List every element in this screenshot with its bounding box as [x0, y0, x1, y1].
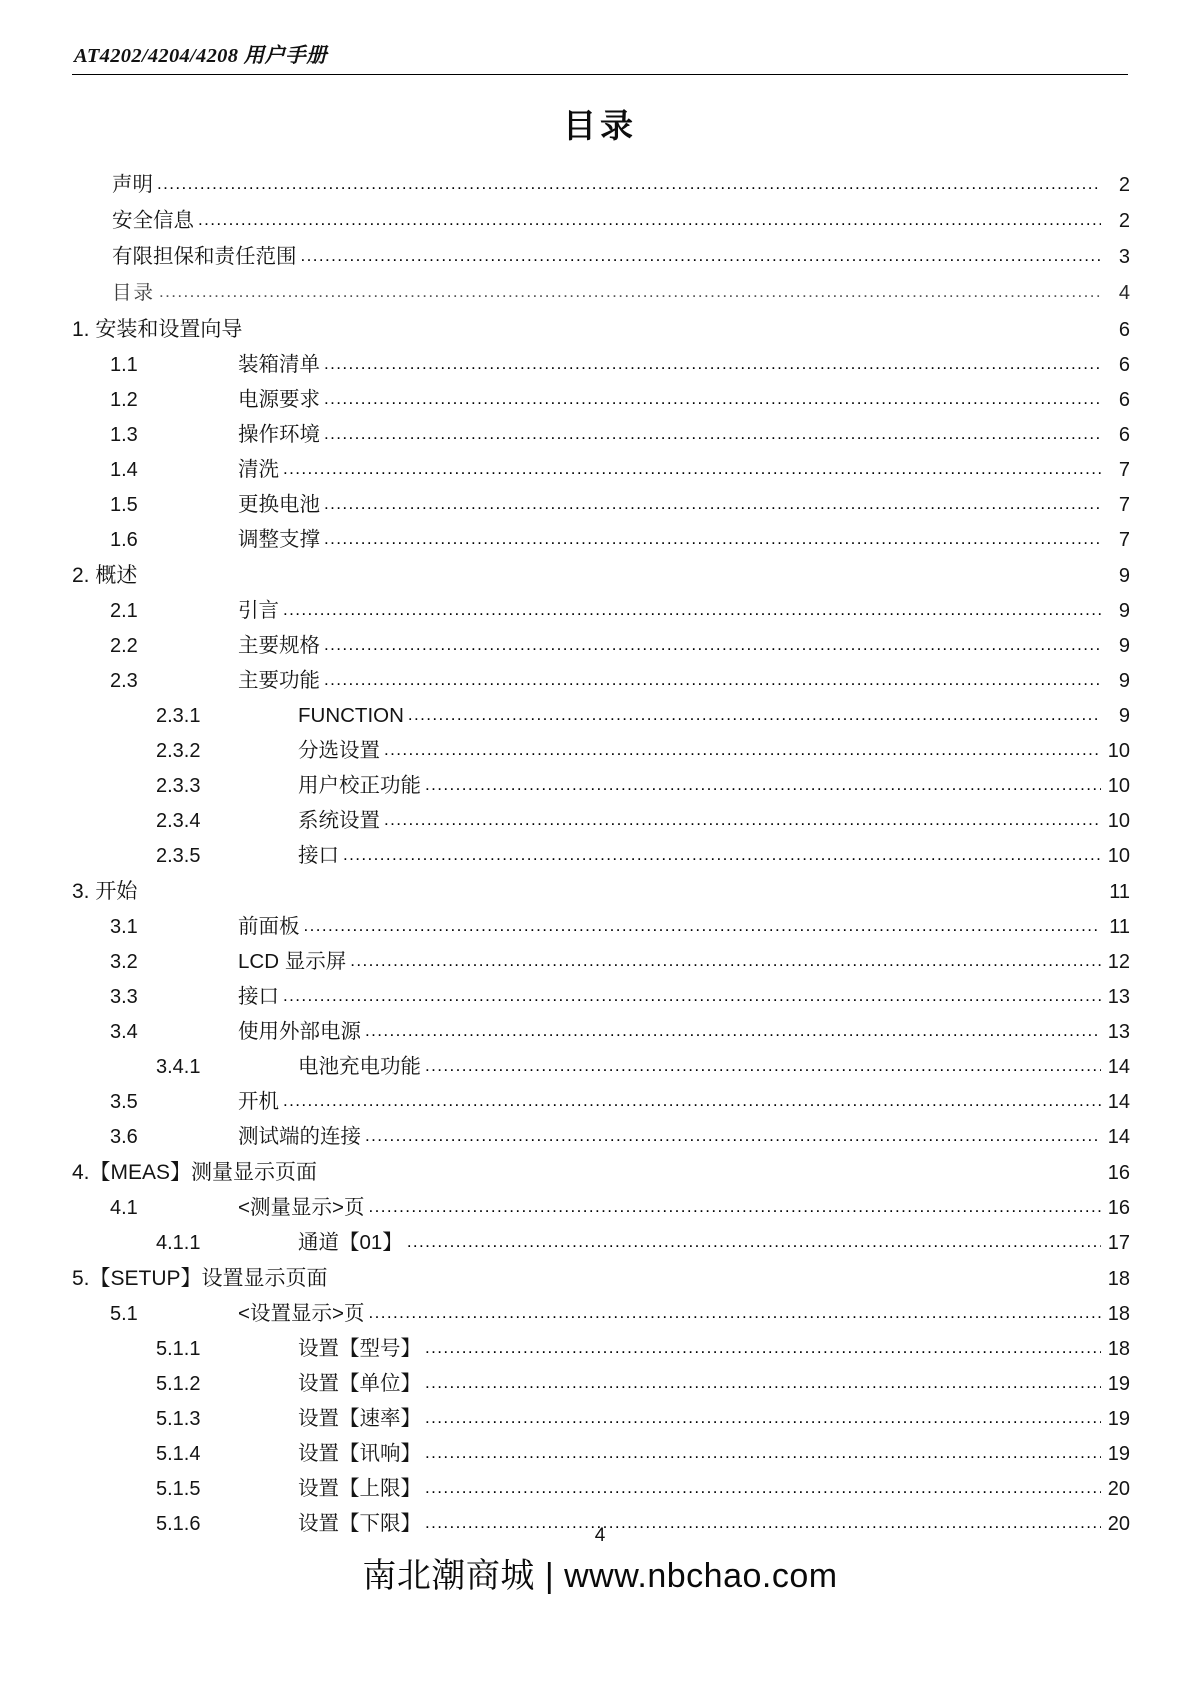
toc-leader-dots	[324, 390, 1101, 407]
toc-entry-label: 有限担保和责任范围	[112, 245, 297, 268]
toc-leader-dots	[283, 1092, 1101, 1109]
toc-subsection-row[interactable]	[70, 1409, 1130, 1444]
toc-entry-label: 更换电池	[238, 493, 320, 516]
toc-entry-number: 1.6	[110, 529, 138, 551]
toc-subsection-row[interactable]	[70, 1233, 1130, 1268]
toc-front-matter-row[interactable]	[70, 211, 1130, 247]
toc-leader-dots	[425, 1409, 1101, 1426]
toc-leader-dots	[407, 1233, 1101, 1250]
toc-chapter-row[interactable]	[70, 319, 1130, 355]
toc-leader-dots	[350, 952, 1101, 969]
toc-entry-number: 1.1	[110, 354, 138, 376]
toc-entry-number: 3.3	[110, 986, 138, 1008]
toc-entry-label: 接口	[238, 985, 279, 1008]
toc-entry-label: 设置【上限】	[298, 1477, 421, 1500]
toc-section-row[interactable]	[70, 601, 1130, 636]
toc-entry-number: 2.2	[110, 635, 138, 657]
toc-page-number: 10	[1107, 810, 1130, 832]
running-header-title: AT4202/4204/4208 用户手册	[74, 45, 327, 67]
toc-section-row[interactable]	[70, 671, 1130, 706]
toc-entry-label: 声明	[112, 173, 153, 196]
toc-chapter-row[interactable]	[70, 1268, 1130, 1304]
toc-entry-number: 2.3	[110, 670, 138, 692]
toc-section-row[interactable]	[70, 425, 1130, 460]
toc-entry-label: 安全信息	[112, 209, 194, 232]
toc-entry-label: 电池充电功能	[298, 1055, 421, 1078]
toc-page-number: 6	[1118, 354, 1130, 376]
toc-leader-dots	[384, 811, 1101, 828]
toc-entry-label: 前面板	[238, 915, 300, 938]
toc-page-number: 10	[1107, 845, 1130, 867]
footer-page-number: 4	[594, 1525, 606, 1546]
toc-subsection-row[interactable]	[70, 706, 1130, 741]
toc-leader-dots	[368, 1304, 1101, 1321]
toc-leader-dots	[324, 495, 1101, 512]
toc-section-row[interactable]	[70, 987, 1130, 1022]
toc-section-row[interactable]	[70, 917, 1130, 952]
toc-entry-number: 5.1.1	[156, 1338, 201, 1360]
toc-entry-label: 主要功能	[238, 669, 320, 692]
toc-entry-label: LCD 显示屏	[238, 950, 347, 973]
toc-entry-label: <设置显示>页	[238, 1302, 365, 1325]
toc-entry-label: 4.【MEAS】测量显示页面	[72, 1161, 318, 1184]
toc-entry-label: 目录	[112, 283, 156, 304]
toc-entry-label: 设置【型号】	[298, 1337, 421, 1360]
toc-page-number: 9	[1118, 670, 1130, 692]
toc-entry-label: 清洗	[238, 458, 279, 481]
toc-entry-number: 2.3.4	[156, 810, 201, 832]
toc-entry-number: 5.1.4	[156, 1443, 201, 1465]
toc-page-number: 12	[1107, 951, 1130, 973]
toc-leader-dots	[425, 1479, 1101, 1496]
toc-section-row[interactable]	[70, 1304, 1130, 1339]
toc-leader-dots	[283, 460, 1101, 477]
toc-entry-label: 分选设置	[298, 739, 380, 762]
toc-entry-number: 1.4	[110, 459, 138, 481]
toc-leader-dots	[365, 1127, 1101, 1144]
toc-entry-number: 3.1	[110, 916, 138, 938]
toc-page-number: 7	[1118, 494, 1130, 516]
toc-leader-dots	[324, 425, 1101, 442]
toc-subsection-row[interactable]	[70, 1444, 1130, 1479]
toc-section-row[interactable]	[70, 495, 1130, 530]
toc-page-number: 19	[1107, 1408, 1130, 1430]
toc-page-number: 18	[1107, 1268, 1130, 1290]
toc-entry-number: 4.1.1	[156, 1232, 201, 1254]
toc-entry-label: 系统设置	[298, 809, 380, 832]
toc-page-number: 7	[1118, 459, 1130, 481]
toc-leader-dots	[159, 283, 1101, 300]
toc-page-number: 9	[1118, 565, 1130, 587]
toc-page-number: 16	[1107, 1197, 1130, 1219]
toc-leader-dots	[425, 1374, 1101, 1391]
toc-leader-dots	[301, 247, 1102, 264]
toc-page-number: 4	[1118, 282, 1130, 304]
toc-entry-label: 使用外部电源	[238, 1020, 361, 1043]
footer-watermark: 南北潮商城 | www.nbchao.com	[362, 1557, 838, 1595]
toc-entry-label: 通道【01】	[298, 1231, 403, 1254]
toc-entry-number: 5.1.3	[156, 1408, 201, 1430]
toc-leader-dots	[425, 1057, 1101, 1074]
toc-section-row[interactable]	[70, 355, 1130, 390]
toc-page-number: 2	[1118, 210, 1130, 232]
toc-entry-label: 调整支撑	[238, 528, 320, 551]
toc-entry-label: 开机	[238, 1090, 279, 1113]
toc-section-row[interactable]	[70, 1127, 1130, 1162]
toc-subsection-row[interactable]	[70, 1479, 1130, 1514]
toc-page-number: 10	[1107, 740, 1130, 762]
toc-subsection-row[interactable]	[70, 741, 1130, 776]
toc-entry-number: 3.4.1	[156, 1056, 201, 1078]
toc-entry-number: 5.1	[110, 1303, 138, 1325]
toc-entry-number: 2.1	[110, 600, 138, 622]
header-divider	[72, 74, 1128, 75]
toc-leader-dots	[324, 355, 1101, 372]
toc-front-matter-row[interactable]	[70, 175, 1130, 211]
toc-page-number: 14	[1107, 1091, 1130, 1113]
toc-entry-label: 测试端的连接	[238, 1125, 361, 1148]
toc-page-number: 18	[1107, 1303, 1130, 1325]
toc-chapter-row[interactable]	[70, 565, 1130, 601]
toc-entry-number: 1.5	[110, 494, 138, 516]
toc-subsection-row[interactable]	[70, 1057, 1130, 1092]
toc-page-number: 9	[1118, 705, 1130, 727]
toc-entry-label: 1. 安装和设置向导	[72, 318, 243, 341]
toc-section-row[interactable]	[70, 1022, 1130, 1057]
toc-entry-label: 操作环境	[238, 423, 320, 446]
toc-entry-label: 电源要求	[238, 388, 320, 411]
toc-leader-dots	[324, 636, 1101, 653]
toc-section-row[interactable]	[70, 636, 1130, 671]
toc-leader-dots	[324, 671, 1101, 688]
toc-entry-label: 3. 开始	[72, 880, 138, 903]
toc-entry-label: 用户校正功能	[298, 774, 421, 797]
toc-page-number: 9	[1118, 635, 1130, 657]
toc-entry-label: FUNCTION	[298, 704, 404, 727]
toc-entry-number: 5.1.6	[156, 1513, 201, 1535]
toc-entry-label: 主要规格	[238, 634, 320, 657]
toc-leader-dots	[324, 530, 1101, 547]
toc-entry-number: 4.1	[110, 1197, 138, 1219]
toc-entry-label: 接口	[298, 844, 339, 867]
toc-leader-dots	[384, 741, 1101, 758]
toc-page-number: 16	[1107, 1162, 1130, 1184]
toc-page-number: 7	[1118, 529, 1130, 551]
toc-entry-number: 2.3.1	[156, 705, 201, 727]
toc-page-number: 6	[1118, 424, 1130, 446]
toc-front-matter-row[interactable]	[70, 283, 1130, 319]
toc-leader-dots	[425, 1444, 1101, 1461]
toc-entry-number: 5.1.2	[156, 1373, 201, 1395]
toc-subsection-row[interactable]	[70, 846, 1130, 881]
toc-entry-number: 3.4	[110, 1021, 138, 1043]
toc-entry-label: 5.【SETUP】设置显示页面	[72, 1267, 328, 1290]
toc-section-row[interactable]	[70, 1198, 1130, 1233]
toc-leader-dots	[408, 706, 1101, 723]
toc-entry-label: 2. 概述	[72, 564, 138, 587]
toc-leader-dots	[198, 211, 1101, 228]
table-of-contents	[70, 175, 1130, 1549]
toc-entry-number: 5.1.5	[156, 1478, 201, 1500]
toc-entry-label: 设置【单位】	[298, 1372, 421, 1395]
toc-page-number: 19	[1107, 1443, 1130, 1465]
toc-subsection-row[interactable]	[70, 1374, 1130, 1409]
toc-page-number: 9	[1118, 600, 1130, 622]
toc-page-number: 11	[1109, 881, 1130, 903]
toc-entry-number: 3.5	[110, 1091, 138, 1113]
toc-leader-dots	[368, 1198, 1101, 1215]
toc-leader-dots	[425, 776, 1101, 793]
toc-page-number: 19	[1107, 1373, 1130, 1395]
toc-section-row[interactable]	[70, 390, 1130, 425]
toc-section-row[interactable]	[70, 530, 1130, 565]
toc-page-number: 14	[1107, 1126, 1130, 1148]
toc-entry-label: <测量显示>页	[238, 1196, 365, 1219]
toc-entry-label: 设置【下限】	[298, 1512, 421, 1535]
toc-page-number: 20	[1107, 1478, 1130, 1500]
page-title: 目录	[563, 109, 637, 145]
toc-section-row[interactable]	[70, 1092, 1130, 1127]
toc-page-number: 11	[1109, 916, 1130, 938]
toc-entry-label: 设置【速率】	[298, 1407, 421, 1430]
toc-section-row[interactable]	[70, 952, 1130, 987]
toc-page-number: 18	[1107, 1338, 1130, 1360]
toc-page-number: 2	[1118, 174, 1130, 196]
toc-entry-number: 3.2	[110, 951, 138, 973]
toc-page-number: 13	[1107, 1021, 1130, 1043]
toc-leader-dots	[343, 846, 1101, 863]
toc-leader-dots	[304, 917, 1102, 934]
toc-entry-number: 1.2	[110, 389, 138, 411]
toc-entry-label: 装箱清单	[238, 353, 320, 376]
toc-page-number: 14	[1107, 1056, 1130, 1078]
toc-entry-number: 2.3.2	[156, 740, 201, 762]
toc-entry-label: 设置【讯响】	[298, 1442, 421, 1465]
toc-front-matter-row[interactable]	[70, 247, 1130, 283]
toc-chapter-row[interactable]	[70, 881, 1130, 917]
page-header	[72, 38, 1128, 75]
toc-page-number: 6	[1118, 389, 1130, 411]
toc-subsection-row[interactable]	[70, 811, 1130, 846]
toc-subsection-row[interactable]	[70, 1339, 1130, 1374]
toc-entry-number: 1.3	[110, 424, 138, 446]
toc-leader-dots	[425, 1339, 1101, 1356]
toc-page-number: 10	[1107, 775, 1130, 797]
toc-leader-dots	[365, 1022, 1101, 1039]
toc-page-number: 13	[1107, 986, 1130, 1008]
toc-leader-dots	[283, 601, 1101, 618]
toc-leader-dots	[157, 175, 1101, 192]
toc-page-number: 6	[1118, 319, 1130, 341]
toc-page-number: 3	[1118, 246, 1130, 268]
toc-leader-dots	[283, 987, 1101, 1004]
toc-section-row[interactable]	[70, 460, 1130, 495]
toc-entry-number: 3.6	[110, 1126, 138, 1148]
toc-chapter-row[interactable]	[70, 1162, 1130, 1198]
toc-page-number: 20	[1107, 1513, 1130, 1535]
toc-entry-number: 2.3.5	[156, 845, 201, 867]
toc-subsection-row[interactable]	[70, 776, 1130, 811]
toc-entry-number: 2.3.3	[156, 775, 201, 797]
toc-page-number: 17	[1107, 1232, 1130, 1254]
toc-entry-label: 引言	[238, 599, 279, 622]
